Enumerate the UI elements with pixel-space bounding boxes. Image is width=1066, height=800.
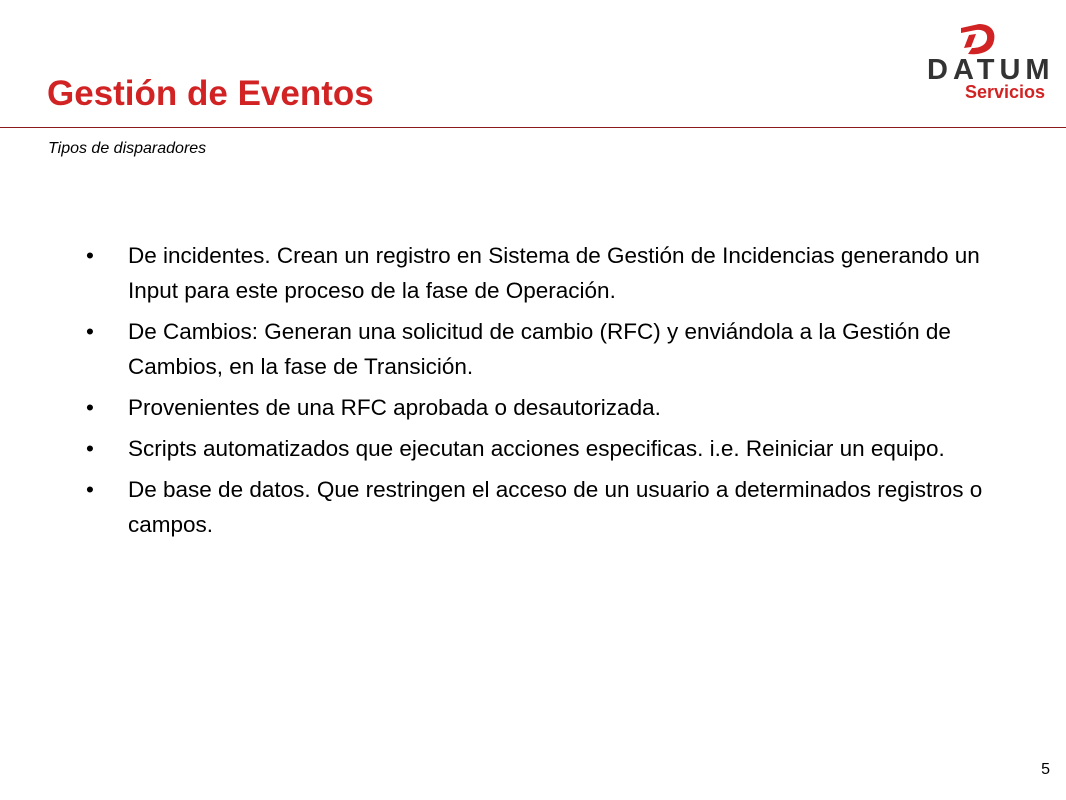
bullet-text: De Cambios: Generan una solicitud de cambio (RFC) y enviándola a la Gestión de Cambios, en la fase de Transición.: [128, 319, 951, 379]
datum-logo: [927, 22, 1055, 106]
slide-subtitle: Tipos de disparadores: [48, 140, 207, 157]
bullet-item: [86, 314, 986, 384]
bullet-marker: •: [86, 395, 94, 420]
page-number: 5: [1041, 761, 1050, 778]
bullet-text: Provenientes de una RFC aprobada o desautorizada.: [128, 395, 661, 420]
bullet-text: De base de datos. Que restringen el acceso de un usuario a determinados registros o campos.: [128, 477, 983, 537]
slide-title: Gestión de Eventos: [47, 74, 374, 113]
logo-wordmark: DATUM: [927, 54, 1055, 86]
bullet-marker: •: [86, 477, 94, 502]
bullet-item: [86, 472, 986, 542]
bullet-marker: •: [86, 319, 94, 344]
bullet-marker: •: [86, 243, 94, 268]
bullet-item: [86, 238, 986, 308]
title-divider: [0, 127, 1066, 128]
bullet-text: Scripts automatizados que ejecutan acciones especificas. i.e. Reiniciar un equipo.: [128, 436, 945, 461]
bullet-item: [86, 431, 986, 466]
logo-subtitle: Servicios: [964, 82, 1045, 102]
bullet-item: [86, 390, 986, 425]
bullet-list: [86, 238, 986, 548]
datum-d-icon: [959, 22, 999, 56]
bullet-text: De incidentes. Crean un registro en Sistema de Gestión de Incidencias generando un Input para este proceso de la fase de Operación.: [128, 243, 980, 303]
bullet-marker: •: [86, 436, 94, 461]
